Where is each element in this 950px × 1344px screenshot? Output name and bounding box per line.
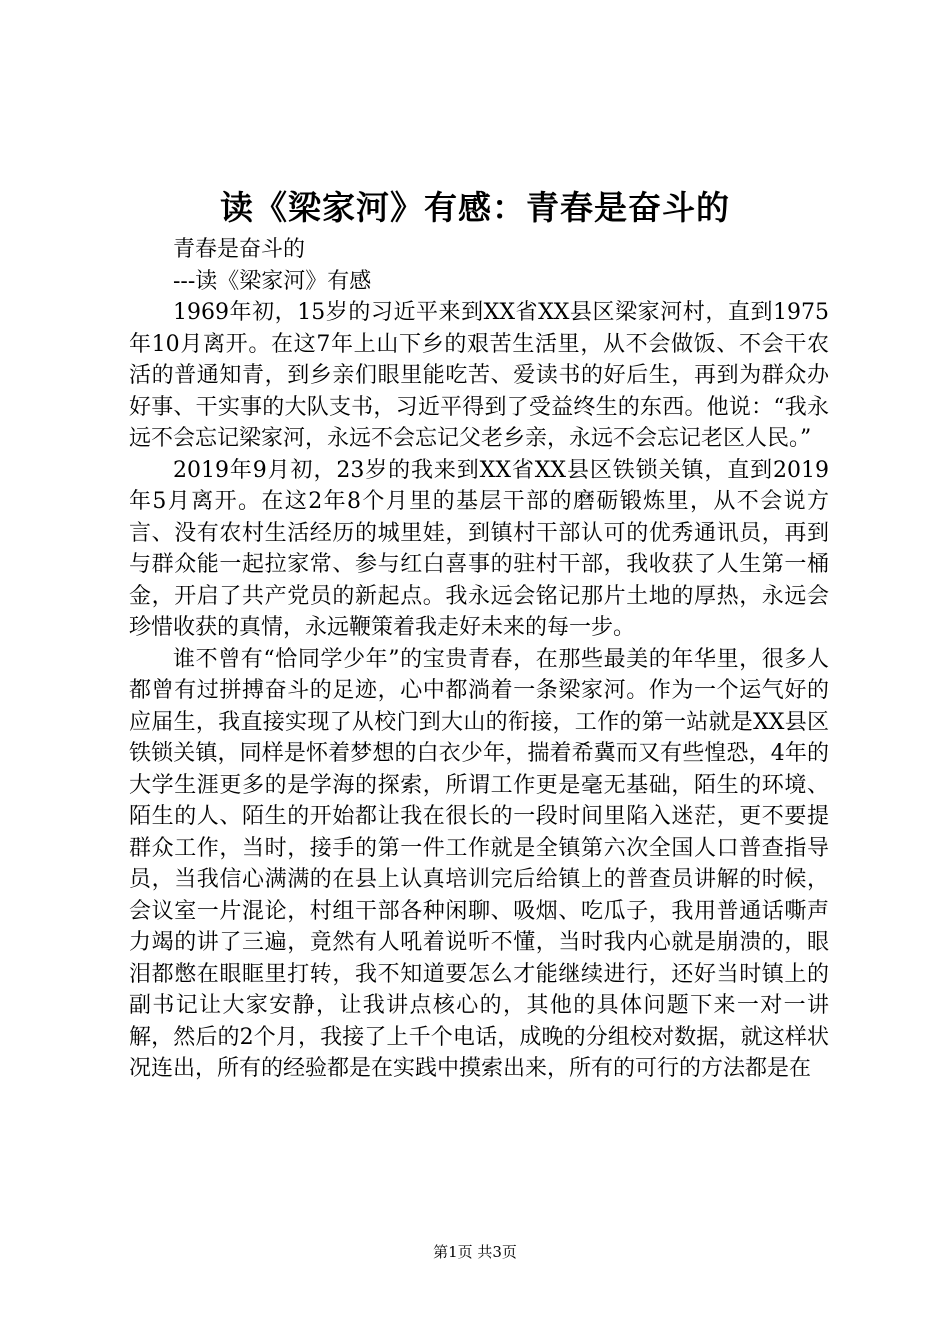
subtitle-line: ---读《梁家河》有感 — [173, 268, 372, 294]
subtitle-line: 青春是奋斗的 — [173, 237, 306, 262]
body-paragraph: 1969年初，15岁的习近平来到XX省XX县区梁家河村，直到1975年10月离开。在这7年上山下乡的艰苦生活里，从不会做饭、不会干农活的普通知青，到乡亲们眼里能吃苦、爱读书的好后生，再到为群众办好事、干实事的大队支书，习近平得到了受益终生的东西。他说：“我永远不会忘记梁家河，永远不会忘记父老乡亲，永远不会忘记老区人民。” — [129, 300, 829, 451]
page-footer: 第1页 共3页 — [433, 1243, 517, 1261]
document-title: 读《梁家河》有感：青春是奋斗的 — [220, 188, 730, 227]
document-body — [129, 234, 829, 1085]
body-paragraph: 谁不曾有“恰同学少年”的宝贵青春，在那些最美的年华里，很多人都曾有过拼搏奋斗的足迹，心中都淌着一条梁家河。作为一个运气好的应届生，我直接实现了从校门到大山的衔接，工作的第一站就是XX县区铁锁关镇，同样是怀着梦想的白衣少年，揣着希冀而又有些惶恐，4年的大学生涯更多的是学海的探索，所谓工作更是毫无基础，陌生的环境、陌生的人、陌生的开始都让我在很长的一段时间里陷入迷茫，更不要提群众工作，当时，接手的第一件工作就是全镇第六次全国人口普查指导员，当我信心满满的在县上认真培训完后给镇上的普查员讲解的时候，会议室一片混论，村组干部各种闲聊、吸烟、吃瓜子，我用普通话嘶声力竭的讲了三遍，竟然有人吼着说听不懂，当时我内心就是崩溃的，眼泪都憋在眼眶里打转，我不知道要怎么才能继续进行，还好当时镇上的副书记让大家安静，让我讲点核心的，其他的具体问题下来一对一讲解，然后的2个月，我接了上千个电话，成晚的分组校对数据，就这样状况连出，所有的经验都是在实践中摸索出来，所有的可行的方法都是在 — [129, 646, 829, 1081]
body-paragraph: 2019年9月初，23岁的我来到XX省XX县区铁锁关镇，直到2019年5月离开。在这2年8个月里的基层干部的磨砺锻炼里，从不会说方言、没有农村生活经历的城里娃，到镇村干部认可的优秀通讯员，再到与群众能一起拉家常、参与红白喜事的驻村干部，我收获了人生第一桶金，开启了共产党员的新起点。我永远会铭记那片土地的厚热，永远会珍惜收获的真情，永远鞭策着我走好未来的每一步。 — [129, 457, 829, 640]
